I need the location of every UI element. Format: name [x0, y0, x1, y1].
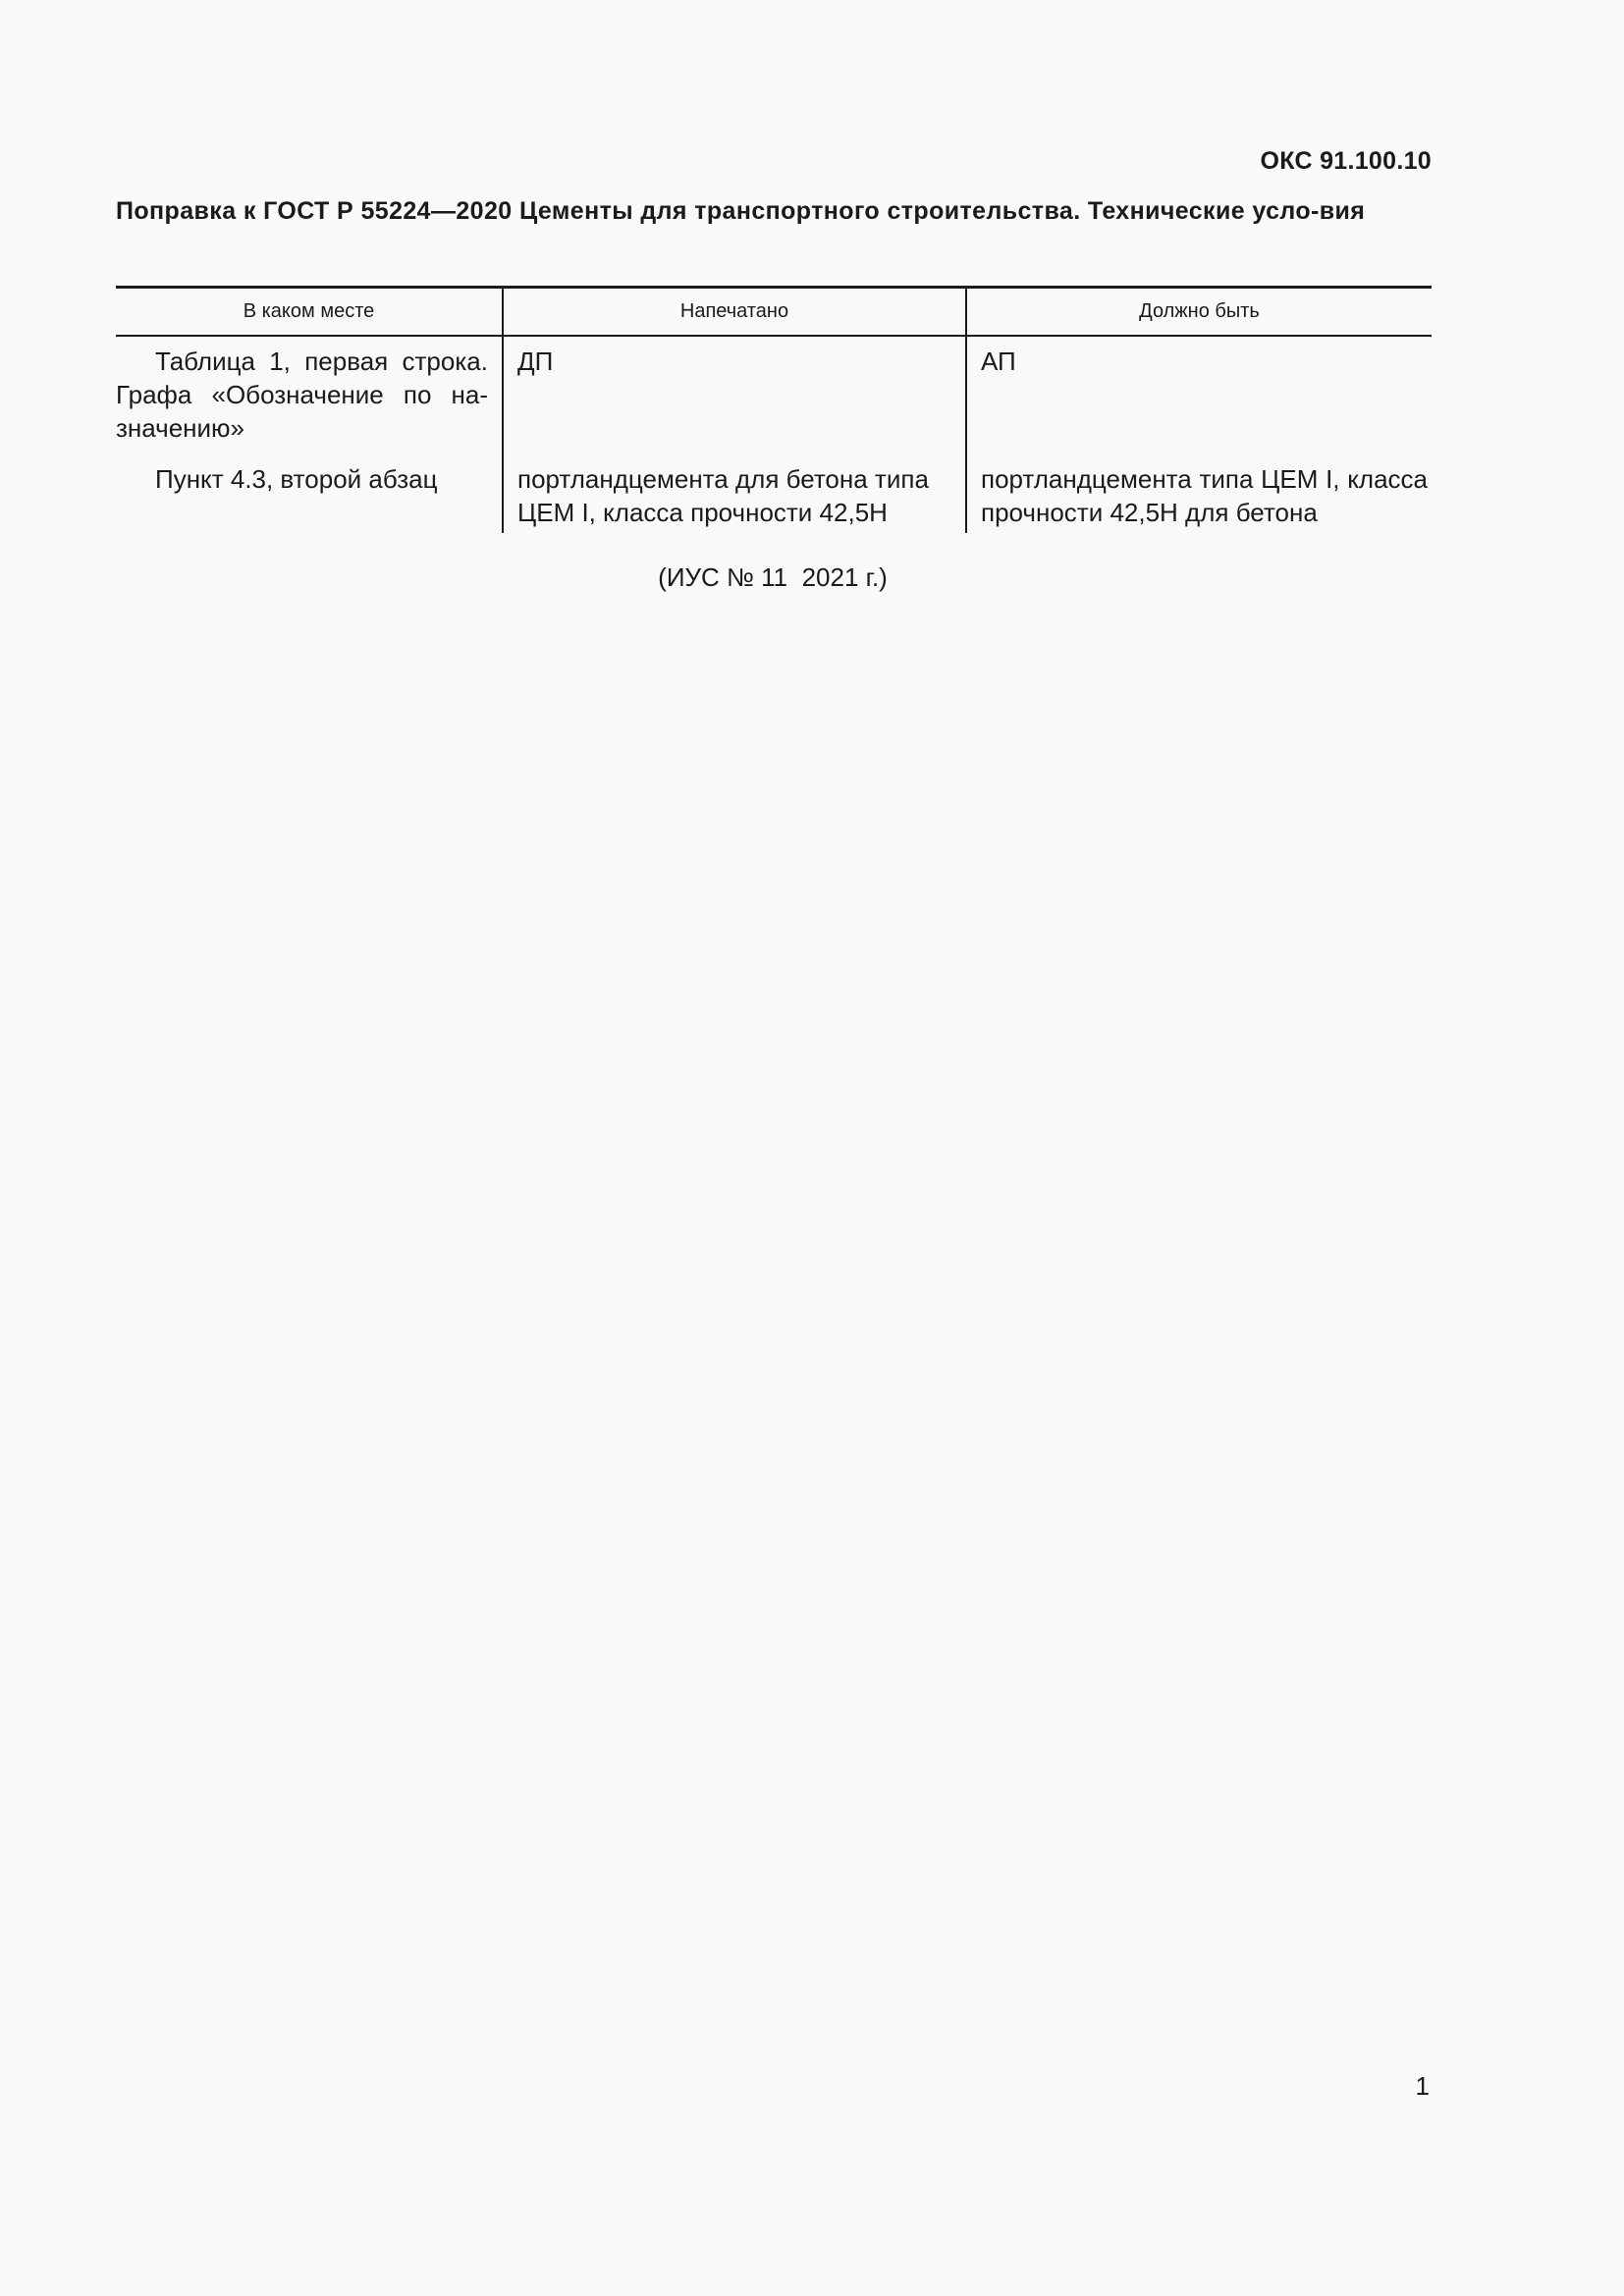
- cell-should-be: АП: [966, 336, 1432, 462]
- cell-should-be: портландцемента типа ЦЕМ I, класса прочности 42,5Н для бетона: [966, 462, 1432, 533]
- ius-reference: (ИУС № 11 2021 г.): [658, 562, 888, 592]
- corrections-table: [116, 289, 1432, 533]
- page-number: 1: [1415, 2071, 1430, 2101]
- table-row: [116, 462, 1432, 533]
- cell-where: Пункт 4.3, второй абзац: [155, 464, 438, 494]
- document-title: Поправка к ГОСТ Р 55224—2020 Цементы для транспортного строительства. Технические усло-вия: [116, 197, 1366, 225]
- cell-where: Таблица 1, первая строка. Графа «Обозначение по на-значению»: [116, 347, 488, 443]
- cell-printed: ДП: [503, 336, 966, 462]
- table-row: [116, 336, 1432, 462]
- okc-code: ОКС 91.100.10: [1260, 147, 1432, 175]
- cell-printed: портландцемента для бетона типа ЦЕМ I, класса прочности 42,5Н: [503, 462, 966, 533]
- column-header-where: В каком месте: [116, 289, 503, 336]
- column-header-printed: Напечатано: [503, 289, 966, 336]
- table-header-row: [116, 289, 1432, 336]
- column-header-should-be: Должно быть: [966, 289, 1432, 336]
